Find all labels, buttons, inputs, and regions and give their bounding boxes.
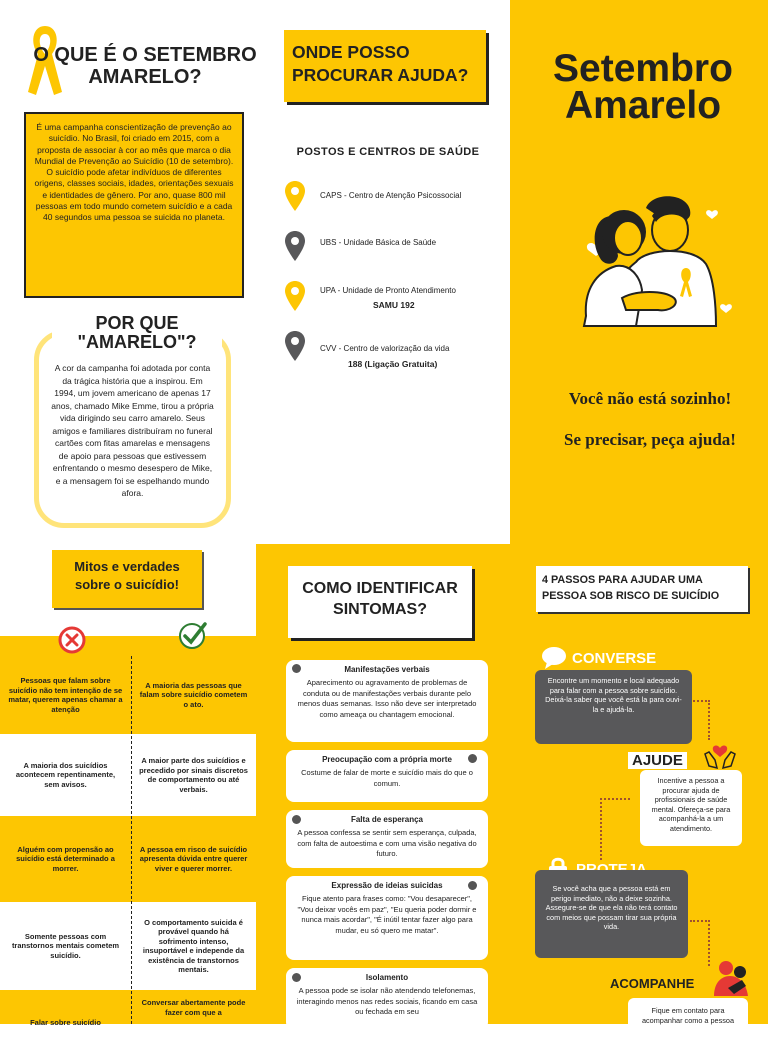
truth-text: A maioria das pessoas que falam sobre suicídio cometem o ato. <box>139 680 248 709</box>
symptom-desc: Fique atento para frases como: "Vou desaparecer", "Vou deixar vocês em paz", "Eu queria poder dormir e nunca mais acordar", "É inútil tentar fazer algo para mudar, eu só quero me matar". <box>297 894 477 935</box>
cover-messages <box>560 388 740 450</box>
map-pin-icon <box>284 330 306 362</box>
what-is-description: É uma campanha conscientização de prevenção ao suicídio. No Brasil, foi criado em 2015, com a proposta de associar à cor ao mês que marca o dia Mundial de Prevenção ao Suicídio (10 de setembro). O suicídio pode afetar indivíduos de diferentes origens, classes sociais, idades, orientações sexuais e identidades de gênero. Por ano, quase 800 mil pessoas em todo mundo cometem suicídio e a cada 40 segundos uma pessoa se suicida no planeta. <box>24 112 244 298</box>
help-title: ONDE POSSO PROCURAR AJUDA? <box>284 30 486 102</box>
bullet-dot <box>292 815 301 824</box>
help-subtitle: POSTOS E CENTROS DE SAÚDE <box>296 146 480 158</box>
symptom-desc: Costume de falar de morte e suicídio mais do que o comum. <box>301 768 473 788</box>
symptom-desc: A pessoa pode se isolar não atendendo telefonemas, interagindo menos nas redes sociais, ficando em casa ou fechada em seu <box>296 986 478 1016</box>
truth-text: A maior parte dos suicídios e precedido por sinais discretos de comportamento ou até verbais. <box>139 756 248 794</box>
truth-text: Conversar abertamente pode fazer com que a <box>141 998 246 1017</box>
symptoms-title: COMO IDENTIFICAR SINTOMAS? <box>288 566 472 638</box>
location-ubs-text: UBS - Unidade Básica de Saúde <box>320 238 437 247</box>
location-upa-text: UPA - Unidade de Pronto Atendimento <box>320 286 456 295</box>
step-ajude-label: AJUDE <box>628 752 687 769</box>
symptom-desc: A pessoa confessa se sentir sem esperança, culpada, com falta de autoestima e com uma visão negativa do futuro. <box>297 828 477 858</box>
truth-text: A pessoa em risco de suicídio apresenta dúvida entre querer viver e querer morrer. <box>139 844 248 873</box>
symptom-card <box>286 660 488 742</box>
why-yellow-text: A cor da campanha foi adotada por conta da trágica história que a inspirou. Em 1994, um jovem americano de apenas 17 anos, chamado Mike Emme, tirou a própria vida dirigindo seu carro amarelo. Seus amigos e familiares distribuíram no funeral cartões com fitas amarelas e mensagens de apoio para pessoas que estivessem enfrentando o mesmo desespero de Mike, e a mensagem foi se espelhando mundo afora. <box>51 363 214 498</box>
cover-title-line2: Amarelo <box>564 84 722 127</box>
step-acompanhe-text: Fique em contato para acompanhar como a pessoa <box>641 1006 735 1025</box>
location-cvv-sub: 188 (Ligação Gratuita) <box>348 359 438 369</box>
people-hug-icon <box>712 958 752 998</box>
location-cvv-text: CVV - Centro de valorização da vida <box>320 344 450 353</box>
symptom-title: Manifestações verbais <box>344 665 430 674</box>
step-ajude-text: Incentive a pessoa a procurar ajuda de profissionais de saúde mental. Ofereça-se para acompanhá-la a um atendimento. <box>651 776 731 833</box>
step-acompanhe-label: ACOMPANHE <box>610 976 695 991</box>
location-ubs <box>284 230 504 264</box>
cover-title <box>518 47 768 127</box>
steps-title: 4 PASSOS PARA AJUDAR UMA PESSOA SOB RISCO DE SUICÍDIO <box>536 566 748 612</box>
map-pin-icon <box>284 230 306 262</box>
why-yellow-title: POR QUE "AMARELO"? <box>52 314 222 352</box>
bullet-dot <box>292 664 301 673</box>
myth-text: Pessoas que falam sobre suicídio não tem intenção de se matar, querem apenas chamar a atenção <box>8 676 123 714</box>
symptom-card <box>286 750 488 802</box>
myth-text: Somente pessoas com transtornos mentais cometem suicídio. <box>11 931 120 960</box>
location-cvv <box>284 330 504 369</box>
bullet-dot <box>468 881 477 890</box>
step-proteja-box <box>535 870 688 958</box>
connector-line <box>690 920 710 922</box>
symptom-card <box>286 810 488 868</box>
myth-text: A maioria dos suicídios acontecem repentinamente, sem avisos. <box>15 760 116 789</box>
speech-bubble-icon <box>541 646 567 670</box>
connector-line <box>600 798 602 860</box>
symptom-title: Expressão de ideias suicidas <box>331 881 443 890</box>
ask-help-message: Se precisar, peça ajuda! <box>564 430 736 449</box>
step-ajude-box <box>640 770 742 846</box>
myth-icon <box>58 626 86 654</box>
hands-heart-icon <box>703 740 737 770</box>
bullet-dot <box>292 973 301 982</box>
map-pin-icon <box>284 180 306 212</box>
connector-line <box>708 700 710 740</box>
step-converse-text: Encontre um momento e local adequado para falar com a pessoa sobre suicídio. Deixá-la saber que você está la para ouvi-la e ajudá-la. <box>545 676 682 714</box>
step-converse-label: CONVERSE <box>572 650 657 667</box>
connector-line <box>708 920 710 966</box>
myth-text: Falar sobre suicídio <box>30 1018 101 1028</box>
bullet-dot <box>468 754 477 763</box>
connector-line <box>600 798 630 800</box>
connector-line <box>690 700 710 702</box>
why-yellow-box <box>34 330 231 528</box>
symptom-title: Isolamento <box>365 973 409 982</box>
location-caps <box>284 180 504 214</box>
myths-header-band <box>0 636 256 656</box>
step-acompanhe-box <box>628 998 748 1038</box>
symptom-title: Preocupação com a própria morte <box>322 755 452 764</box>
location-caps-text: CAPS - Centro de Atenção Psicossocial <box>320 191 462 200</box>
myths-title: Mitos e verdades sobre o suicídio! <box>52 550 202 608</box>
location-upa <box>284 280 504 314</box>
symptom-card <box>286 876 488 960</box>
what-is-title: O QUE É O SETEMBRO AMARELO? <box>33 44 257 88</box>
truth-check-icon <box>178 620 208 650</box>
myth-text: Alguém com propensão ao suicídio está determinado a morrer. <box>16 844 115 873</box>
step-converse-box <box>535 670 692 744</box>
couple-illustration <box>566 186 744 336</box>
truth-text: O comportamento suicida é provável quando há sofrimento intenso, insuportável e independe da existência de transtornos mentais. <box>142 917 245 974</box>
cover-title-line1: Setembro <box>553 47 733 90</box>
map-pin-icon <box>284 280 306 312</box>
symptom-title: Falta de esperança <box>350 815 424 824</box>
location-upa-sub: SAMU 192 <box>373 300 415 310</box>
symptom-desc: Aparecimento ou agravamento de problemas de conduta ou de manifestações verbais durante pelo menos duas semanas. Isso não deve ser interpretado como ameaça ou chantagem emocional. <box>297 678 477 719</box>
symptom-card <box>286 968 488 1030</box>
not-alone-message: Você não está sozinho! <box>568 389 732 408</box>
step-proteja-text: Se você acha que a pessoa está em perigo imediato, não a deixe sozinha. Assegure-se de que ela não terá contato com meios que possam tirar sua própria vida. <box>545 884 678 932</box>
